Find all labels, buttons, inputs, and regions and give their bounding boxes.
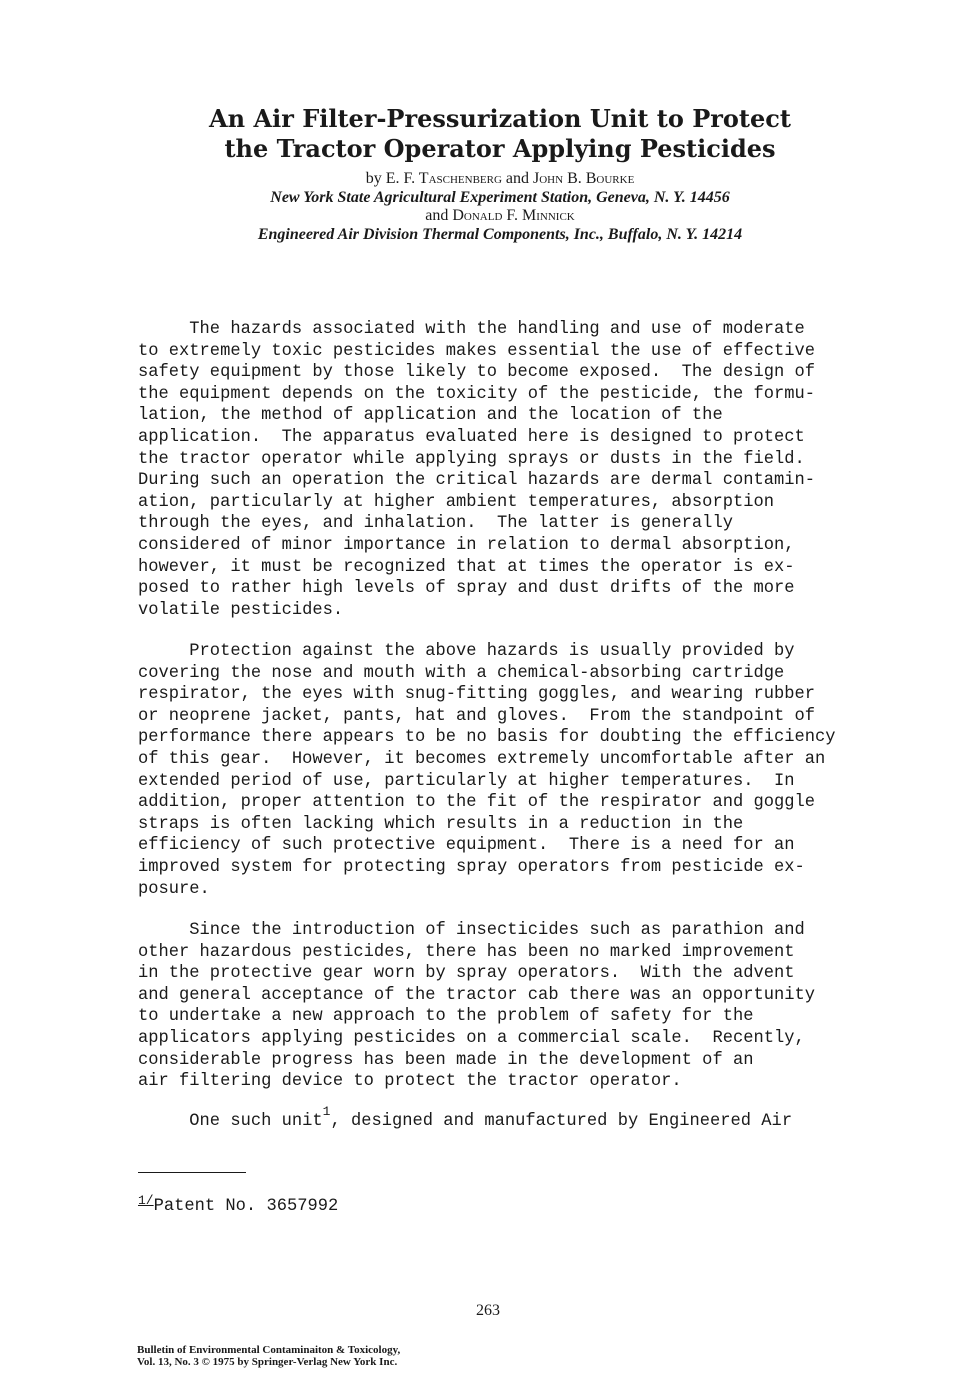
and-word-2: and [425, 207, 449, 224]
affiliation-1: New York State Agricultural Experiment Station, Geneva, N. Y. 14456 [270, 189, 730, 206]
author-taschenberg: E. F. Taschenberg [385, 170, 502, 187]
page-number: 263 [476, 1302, 500, 1319]
footnote-text: Patent No. 3657992 [153, 1197, 339, 1216]
bulletin-line-1: Bulletin of Environmental Contaminaiton & Toxicology, [137, 1344, 401, 1356]
paragraph-4 [138, 1104, 878, 1133]
paragraph-4-start: One such unit [138, 1112, 323, 1131]
paragraph-4-end: , designed and manufactured by Engineered Air [330, 1112, 793, 1131]
author-line-2 [150, 207, 850, 225]
title-line-1: An Air Filter-Pressurization Unit to Protect [209, 104, 791, 133]
author-line-1 [150, 170, 850, 188]
bulletin-citation [137, 1344, 400, 1368]
by-word: by [365, 170, 382, 187]
footnote-reference: 1 [322, 1104, 331, 1119]
author-bourke: John B. Bourke [533, 170, 635, 187]
paragraph-3: Since the introduction of insecticides such as parathion and other hazardous pesticides, there has been no marked improvement in the protective gear worn by spray operators. With the advent and general acceptance of the tractor cab there was an opportunity to undertake a new approach to the problem of safety for the applicators applying pesticides on a commercial scale. Recently, considerable progress has been made in the development of an air filtering device to protect the tractor operator. [138, 921, 816, 1092]
title-line-2: the Tractor Operator Applying Pesticides [224, 134, 776, 163]
paragraph-2: Protection against the above hazards is usually provided by covering the nose and mouth with a chemical-absorbing cartridge respirator, the eyes with snug-fitting goggles, and wearing rubber or neoprene jacket, pants, hat and gloves. From the standpoint of performance there appears to be no basis for doubting the efficiency of this gear. However, it becomes extremely uncomfortable after an extended period of use, particularly at higher temperatures. In addition, proper attention to the fit of the respirator and goggle straps is often lacking which results in a reduction in the efficiency of such protective equipment. There is a need for an improved system for protecting spray operators from pesticide ex- posure. [138, 642, 836, 899]
footnote-divider [138, 1172, 246, 1173]
footnote [138, 1193, 339, 1218]
and-word-1: and [505, 170, 530, 187]
author-minnick: Donald F. Minnick [452, 207, 575, 224]
paper-title [150, 104, 850, 164]
bulletin-line-2: Vol. 13, No. 3 © 1975 by Springer-Verlag New York Inc. [137, 1356, 398, 1368]
affiliation-2: Engineered Air Division Thermal Components, Inc., Buffalo, N. Y. 14214 [257, 226, 743, 243]
paragraph-1: The hazards associated with the handling and use of moderate to extremely toxic pesticides makes essential the use of effective safety equipment by those likely to become exposed. The design of the equipment depends on the toxicity of the pesticide, the formu- lation, the method of application and the location of the application. The apparatus evaluated here is designed to protect the tractor operator while applying sprays or dusts in the field. During such an operation the critical hazards are dermal contamin- ation, particularly at higher ambient temperatures, absorption through the eyes, and inhalation. The latter is generally considered of minor importance in relation to dermal absorption, however, it must be recognized that at times the operator is ex- posed to rather high levels of spray and dust drifts of the more volatile pesticides. [138, 320, 816, 620]
footnote-mark: 1/ [138, 1193, 154, 1208]
